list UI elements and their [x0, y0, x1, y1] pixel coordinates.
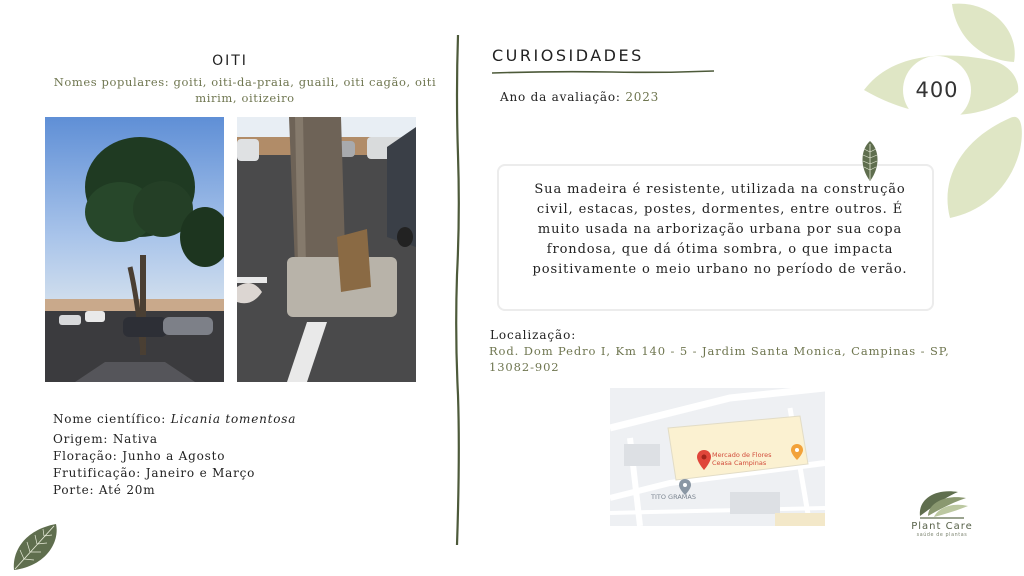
curiosity-text: Sua madeira é resistente, utilizada na construção civil, estacas, postes, dormentes, entre outros. É muito usada na arborização urbana por sua copa frondosa, que dá ótima sombra, o que impacta positivamente o meio urbano no período de verão. — [532, 182, 908, 277]
evaluation-year — [500, 90, 659, 104]
column-divider — [452, 35, 464, 545]
scientific-name-label: Nome científico: — [53, 412, 171, 426]
flowering: Floração: Junho a Agosto — [53, 449, 226, 463]
year-value: 2023 — [625, 90, 660, 104]
plant-care-logo — [914, 486, 970, 522]
map-place-label: Mercado de Flores Ceasa Campinas — [712, 451, 772, 467]
location-address: Rod. Dom Pedro I, Km 140 - 5 - Jardim Santa Monica, Campinas - SP, 13082-902 — [489, 344, 950, 374]
corner-leaf-icon — [10, 522, 62, 572]
trunk-photo — [237, 117, 416, 382]
location-label: Localização: — [490, 328, 577, 342]
year-label: Ano da avaliação: — [500, 90, 626, 104]
brand-name: Plant Care — [911, 521, 973, 532]
map-street-label: TITO GRAMAS — [651, 493, 696, 501]
size: Porte: Até 20m — [53, 483, 156, 497]
scientific-name-value: Licania tomentosa — [170, 412, 297, 426]
scientific-name — [53, 411, 296, 428]
origin: Origem: Nativa — [53, 432, 158, 446]
plant-facts — [53, 411, 296, 499]
popular-names: Nomes populares: goiti, oiti-da-praia, guaili, oiti cagão, oiti mirim, oitizeiro — [53, 75, 437, 105]
heading-underline — [492, 69, 714, 75]
leaf-cluster-icon — [860, 0, 1024, 230]
curiosities-heading: CURIOSIDADES — [492, 46, 644, 65]
score-badge: 400 — [915, 78, 959, 102]
tree-photo — [45, 117, 224, 382]
map-pin-icon[interactable] — [697, 450, 711, 470]
plant-name: OITI — [212, 53, 248, 69]
poi-pin-icon[interactable] — [791, 444, 803, 460]
fruiting: Frutificação: Janeiro e Março — [53, 466, 256, 480]
brand-tagline: saúde de plantas — [916, 533, 968, 538]
